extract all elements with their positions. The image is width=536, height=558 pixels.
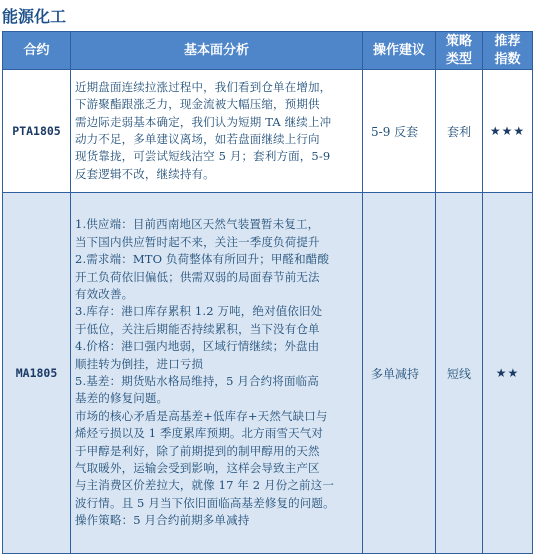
analysis-line: 波行情。且 5 月当下依旧面临高基差修复的问题。: [75, 495, 335, 510]
analysis-line: 动力不足，多单建议离场，如若盘面继续上行向: [75, 132, 320, 146]
header-rating: [483, 32, 533, 70]
table-row: [3, 70, 533, 193]
analysis-line: 于低位，关注后期能否持续累积，当下没有仓单: [75, 321, 320, 336]
analysis-line: 于甲醇是利好，除了前期提到的制甲醇用的天然: [75, 443, 320, 458]
analysis-line: 需边际走弱基本确定，我们认为短期 TA 继续上冲: [75, 114, 332, 129]
analysis-line: 有效改善。: [75, 286, 134, 301]
analysis-line: 顺挂转为倒挂，进口亏损: [75, 356, 204, 371]
analysis-line: 反套逻辑不改，继续持有。: [75, 166, 215, 181]
analysis-cell: [71, 193, 363, 554]
strategy-table: [2, 31, 533, 554]
analysis-line: 气取暖外，运输会受到影响，这样会导致主产区: [75, 461, 320, 476]
rating-stars: ★★: [483, 193, 533, 554]
header-contract: 合约: [3, 32, 71, 70]
analysis-line: 4.价格：港口强内地弱，区域行情继续；外盘由: [75, 339, 320, 354]
analysis-line: 3.库存：港口库存累积 1.2 万吨，绝对值依旧处: [75, 304, 323, 319]
analysis-line: 近期盘面连续拉涨过程中，我们看到仓单在增加，: [75, 79, 332, 94]
analysis-line: 烯烃亏损以及 1 季度累库预期。北方雨雪天气对: [75, 426, 324, 441]
table-header-row: [3, 32, 533, 70]
analysis-line: 当下国内供应暂时起不来，关注一季度负荷提升: [75, 234, 320, 249]
analysis-line: 2.需求端：MTO 负荷整体有所回升；甲醛和醋酸: [75, 252, 330, 267]
section-title: 能源化工: [2, 7, 67, 26]
analysis-cell: [71, 70, 363, 193]
strategy-cell: 套利: [436, 70, 483, 193]
header-rating-line2: 指数: [494, 51, 521, 67]
analysis-line: 1.供应端：目前西南地区天然气装置暂未复工，: [75, 217, 320, 232]
rating-stars: ★★★: [483, 70, 533, 193]
operation-cell: 多单减持: [363, 193, 436, 554]
header-analysis: 基本面分析: [71, 32, 363, 70]
analysis-line: 现货靠拢，可尝试短线沽空 5 月；套利方面，5-9: [75, 149, 331, 164]
table-row: [3, 193, 533, 554]
header-strategy-type: [436, 32, 483, 70]
header-rating-line1: 推荐: [494, 33, 521, 49]
strategy-cell: 短线: [436, 193, 483, 554]
analysis-line: 开工负荷依旧偏低；供需双弱的局面春节前无法: [75, 269, 320, 284]
analysis-line: 操作策略：5 月合约前期多单减持: [75, 513, 250, 528]
contract-cell: MA1805: [3, 193, 71, 554]
analysis-line: 市场的核心矛盾是高基差+低库存+天然气缺口与: [75, 408, 328, 423]
analysis-line: 5.基差：期货贴水格局维持，5 月合约将面临高: [75, 374, 319, 388]
contract-cell: PTA1805: [3, 70, 71, 193]
operation-cell: 5-9 反套: [363, 70, 436, 193]
header-strategy-line2: 类型: [445, 51, 472, 67]
analysis-line: 与主消费区价差拉大，就像 17 年 2 月份之前这一: [75, 478, 334, 493]
analysis-line: 下游聚酯跟涨乏力，现金流被大幅压缩，预期供: [75, 97, 320, 112]
header-strategy-line1: 策略: [445, 33, 472, 49]
header-operation: 操作建议: [363, 32, 436, 70]
analysis-line: 基差的修复问题。: [75, 391, 169, 406]
